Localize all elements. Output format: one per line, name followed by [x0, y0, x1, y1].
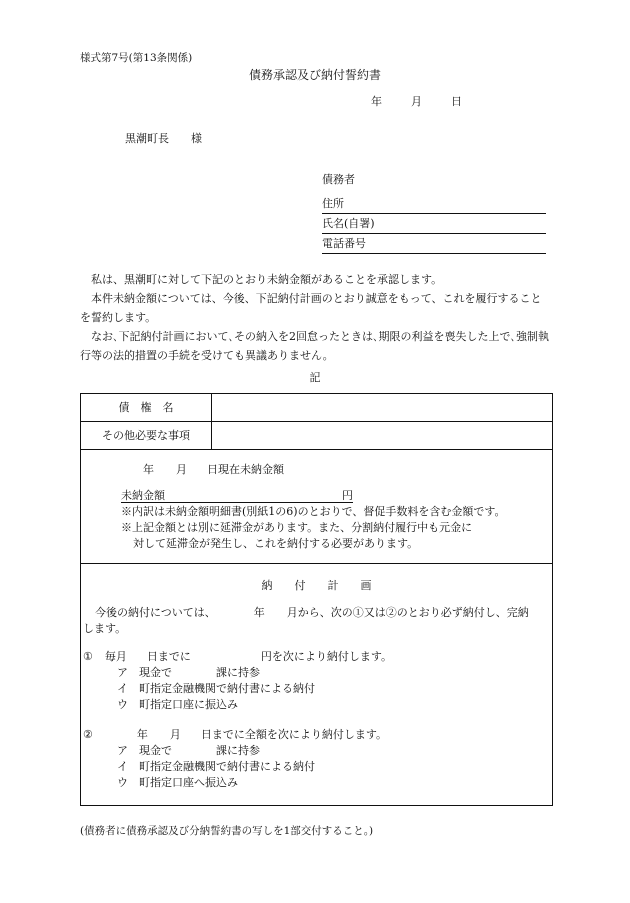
unpaid-amount-field[interactable] — [121, 489, 353, 503]
details-table — [80, 393, 553, 806]
amount-month: 月 — [176, 463, 187, 476]
phone-label: 電話番号 — [322, 237, 366, 251]
option-1-amount: 円を次により納付します。 — [260, 650, 392, 663]
statement-paragraphs — [80, 270, 550, 365]
debtor-block — [322, 173, 546, 257]
name-label: 氏名(自署) — [322, 217, 375, 231]
ki-marker: 記 — [309, 371, 321, 384]
plan-intro-a: 今後の納付については、 — [95, 606, 216, 619]
option-1-line — [83, 650, 392, 663]
claim-row — [81, 394, 552, 422]
option-2-line — [83, 728, 387, 741]
document-title: 債務承認及び納付誓約書 — [248, 68, 381, 82]
unpaid-label: 未納金額 — [121, 489, 165, 502]
option-2-number: ② — [83, 728, 93, 741]
option-1-number: ① — [83, 650, 93, 663]
date-month: 月 — [411, 95, 422, 108]
option-2-year: 年 — [136, 728, 148, 741]
date-year: 年 — [371, 95, 382, 108]
amount-note-2: ※上記金額とは別に延滞金があります。また、分割納付履行中も元金に — [121, 521, 473, 534]
claim-label: 債 権 名 — [81, 394, 212, 421]
yen-unit: 円 — [342, 489, 353, 502]
option-2-month: 月 — [169, 728, 181, 741]
option-1-item-a: ア 現金で 課に持参 — [117, 666, 260, 679]
plan-intro-c: します。 — [83, 622, 127, 635]
paragraph-1: 私は、黒潮町に対して下記のとおり未納金額があることを承認します。 — [91, 273, 443, 286]
form-number: 様式第7号(第13条関係) — [80, 52, 193, 64]
amount-date-line — [143, 463, 284, 476]
date-day: 日 — [451, 95, 462, 108]
paragraph-2: 本件未納金額については、今後、下記納付計画のとおり誠意をもって、これを履行することを誓約します。 — [80, 292, 542, 324]
paragraph-3: なお､下記納付計画において､その納入を2回怠ったときは､期限の利益を喪失した上で､強制執行等の法的措置の手続を受けても異議ありません。 — [80, 330, 549, 362]
option-1-item-b: イ 町指定金融機関で納付書による納付 — [117, 682, 315, 695]
option-1-item-c: ウ 町指定口座に振込み — [117, 698, 238, 711]
debtor-address-field[interactable] — [322, 197, 546, 214]
payment-plan-section — [81, 564, 552, 805]
option-1-monthly: 毎月 — [104, 650, 127, 663]
amount-year: 年 — [143, 463, 154, 476]
plan-intro-line — [95, 606, 529, 619]
amount-section — [81, 450, 552, 564]
claim-value-field[interactable] — [212, 394, 552, 421]
plan-intro-year: 年 — [253, 606, 265, 619]
other-value-field[interactable] — [212, 422, 552, 449]
other-label: その他必要な事項 — [81, 422, 212, 449]
address-label: 住所 — [322, 197, 344, 211]
date-line — [371, 95, 462, 108]
plan-heading: 納 付 計 画 — [261, 579, 372, 592]
amount-note-1: ※内訳は未納金額明細書(別紙1の6)のとおりで、督促手数料を含む金額です。 — [121, 505, 506, 518]
option-1-day: 日までに — [146, 650, 191, 663]
plan-intro-b: 月から、次の①又は②のとおり必ず納付し、完納 — [286, 606, 529, 619]
debtor-label: 債務者 — [322, 173, 355, 186]
amount-note-3: 対して延滞金が発生し、これを納付する必要があります。 — [133, 537, 419, 550]
option-2-text: 日までに全額を次により納付します。 — [200, 728, 387, 741]
amount-date-text: 日現在未納金額 — [207, 463, 284, 476]
footer-note: (債務者に債務承認及び分納誓約書の写しを1部交付すること。) — [80, 825, 374, 837]
debtor-name-field[interactable] — [322, 217, 546, 234]
addressee: 黒潮町長 様 — [125, 132, 202, 145]
debtor-phone-field[interactable] — [322, 237, 546, 254]
other-row — [81, 422, 552, 450]
option-2-item-a: ア 現金で 課に持参 — [117, 744, 260, 757]
option-2-item-b: イ 町指定金融機関で納付書による納付 — [117, 760, 315, 773]
option-2-item-c: ウ 町指定口座へ振込み — [117, 776, 238, 789]
